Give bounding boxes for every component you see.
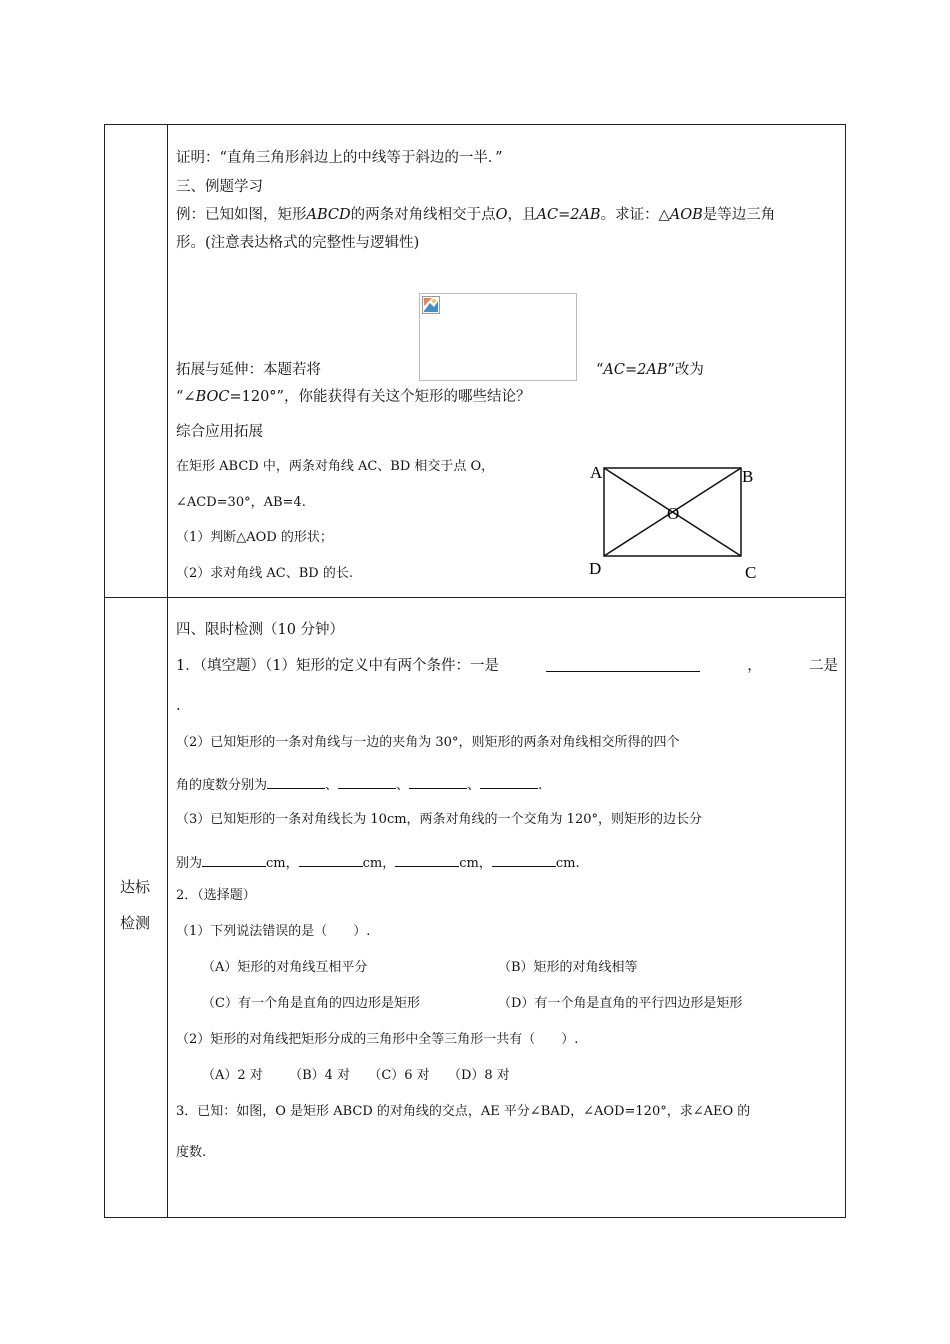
q2a-option-a: （A）矩形的对角线互相平分 [202,960,368,975]
q2b-question: （2）矩形的对角线把矩形分成的三角形中全等三角形一共有（ ）. [176,1032,579,1047]
q1c-line-1: （3）已知矩形的一条对角线长为 10cm，两条对角线的一个交角为 120°，则矩形的边长分 [176,812,702,827]
comprehensive-line-1: 在矩形 ABCD 中，两条对角线 AC、BD 相交于点 O， [176,459,495,474]
row-divider [105,597,845,598]
extension-quote: “AC=2AB”改为 [596,362,704,378]
extension-lead: 拓展与延伸：本题若将 [176,362,321,378]
q2b-options [202,1067,510,1085]
q2a-option-b: （B）矩形的对角线相等 [498,960,638,975]
extension-line-2: “∠BOC=120°”，你能获得有关这个矩形的哪些结论？ [176,389,531,405]
sidebar-label-line-1: 达标 [119,878,150,896]
q1b-line-1: （2）已知矩形的一条对角线与一边的夹角为 30°，则矩形的两条对角线相交所得的四个 [176,735,680,750]
example-line-2: 形。(注意表达格式的完整性与逻辑性) [176,235,420,251]
rectangle-figure [585,460,775,585]
label-o: O [667,504,680,523]
q1b-line-2: 角的度数分别为 、 、 、 . [176,774,542,795]
section-heading-examples: 三、例题学习 [176,179,263,195]
q1-trailing-dot: . [176,698,181,714]
q1c-line-2: 别为 cm， cm， cm， cm. [176,852,580,873]
q2b-option-b: （B）4 对 [289,1068,351,1083]
question-part-1: （1）判断△AOD 的形状； [176,530,333,545]
q2b-option-d: （D）8 对 [447,1068,510,1083]
q1-blank-1 [546,657,700,672]
question-part-2: （2）求对角线 AC、BD 的长. [176,566,353,581]
q2b-option-a: （A）2 对 [202,1068,263,1083]
label-b: B [742,467,754,486]
column-divider [167,125,168,1217]
proof-line: 证明：“直角三角形斜边上的中线等于斜边的一半．” [176,150,503,166]
q2a-option-c: （C）有一个角是直角的四边形是矩形 [202,996,420,1011]
q2-title: 2．（选择题） [176,888,256,903]
broken-image-icon [422,296,440,314]
q2a-option-d: （D）有一个角是直角的平行四边形是矩形 [498,996,743,1011]
label-a: A [590,463,603,482]
example-line-1: 例：已知如图，矩形ABCD的两条对角线相交于点O，且AC=2AB。求证：△AOB是等边三角 [176,207,776,223]
q2b-option-c: （C）6 对 [368,1068,430,1083]
q2a-question: （1）下列说法错误的是（ ）. [176,924,371,939]
section-heading-quiz: 四、限时检测（10 分钟） [176,622,345,638]
broken-image-placeholder [419,293,577,381]
comprehensive-line-2: ∠ACD=30°，AB=4. [176,495,306,510]
q1-line: 1．（填空题）（1）矩形的定义中有两个条件：一是 ， 二是 [176,658,838,674]
label-d: D [589,559,602,578]
q3-line-1: 3．已知：如图，O 是矩形 ABCD 的对角线的交点，AE 平分∠BAD，∠AOD=120°，求∠AEO 的 [176,1104,751,1119]
label-c: C [745,563,757,582]
sidebar-label-line-2: 检测 [119,914,150,932]
q3-line-2: 度数. [176,1145,207,1160]
comprehensive-heading: 综合应用拓展 [176,424,263,440]
